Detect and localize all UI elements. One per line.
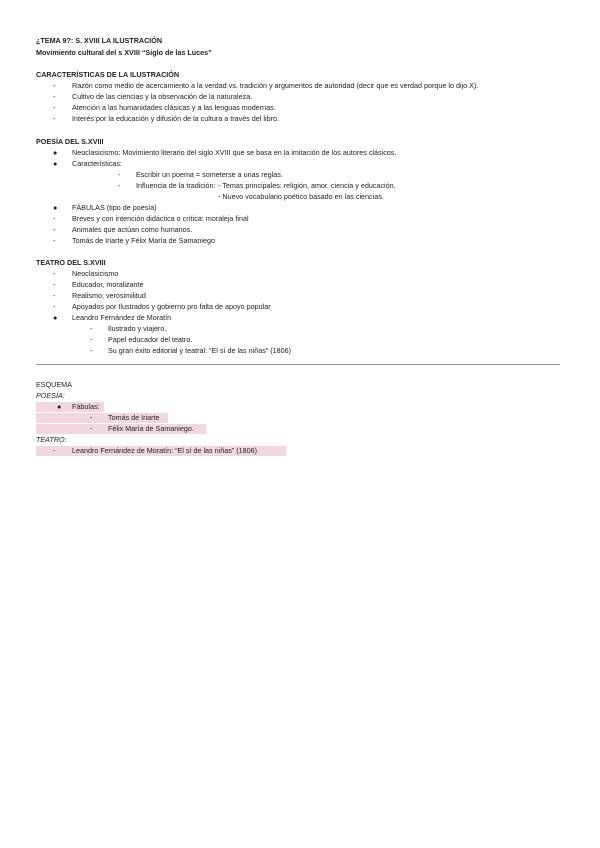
list-item: Atención a las humanidades clásicas y a las lenguas modernas. <box>72 103 276 112</box>
list-item: Papel educador del teatro. <box>108 335 193 344</box>
esquema-teatro-label: TEATRO: <box>36 435 67 444</box>
bullet-dash: - <box>118 170 121 179</box>
bullet-dash: - <box>53 280 56 289</box>
list-item: FÁBULAS (tipo de poesía) <box>72 203 157 212</box>
list-item: - Temas principales: religión, amor, ciencia y educación. <box>218 181 396 190</box>
list-item: Animales que actúan como humanos. <box>72 225 193 234</box>
list-item: Neoclasicismo <box>72 269 119 278</box>
list-item: Interés por la educación y difusión de la cultura a través del libro. <box>72 114 279 123</box>
list-item: Apoyados por Ilustrados y gobierno pro falta de apoyo popular <box>72 302 271 311</box>
list-item: Características: <box>72 159 122 168</box>
bullet-dash: - <box>118 181 121 190</box>
section-heading-esquema: ESQUEMA <box>36 380 72 389</box>
bullet-dash: - <box>53 291 56 300</box>
list-item: Ilustrado y viajero. <box>108 324 167 333</box>
bullet-dash: - <box>53 269 56 278</box>
list-item: Tomás de Iriarte <box>108 413 160 422</box>
bullet-dash: - <box>53 446 56 455</box>
section-heading-poesia: POESÍA DEL S.XVIII <box>36 137 104 146</box>
bullet-dash: - <box>53 81 56 90</box>
bullet-dash: - <box>53 103 56 112</box>
bullet-dash: - <box>90 346 93 355</box>
list-item: Tomás de Iriarte y Félix María de Samaniego <box>72 236 216 245</box>
bullet-dash: - <box>53 92 56 101</box>
doc-subtitle: Movimiento cultural del s XVIII “Siglo de las Luces” <box>36 48 212 57</box>
list-item: Educador, moralizante <box>72 280 144 289</box>
bullet-dash: - <box>90 324 93 333</box>
list-item: Influencia de la tradición: <box>136 181 216 190</box>
list-item: Leandro Fernández de Moratín <box>72 313 172 322</box>
list-item: Su gran éxito editorial y teatral: “El sí de las niñas” (1806) <box>108 346 291 355</box>
esquema-poesia-label: POESÍA: <box>36 391 65 400</box>
list-item: Neoclasicismo: Movimiento literario del siglo XVIII que se basa en la imitación de los autores clásicos. <box>72 148 397 157</box>
bullet-dot: ● <box>57 402 62 411</box>
list-item: Cultivo de las ciencias y la observación de la naturaleza. <box>72 92 253 101</box>
bullet-dot: ● <box>53 313 58 322</box>
bullet-dash: - <box>53 236 56 245</box>
bullet-dash: - <box>53 214 56 223</box>
esquema-fabulas-label: Fábulas: <box>72 402 100 411</box>
bullet-dash: - <box>53 114 56 123</box>
bullet-dash: - <box>90 335 93 344</box>
list-item: Escribir un poema = someterse a unas reglas. <box>136 170 283 179</box>
bullet-dash: - <box>90 424 93 433</box>
bullet-dot: ● <box>53 148 58 157</box>
section-heading-teatro: TEATRO DEL S.XVIII <box>36 258 106 267</box>
list-item: Razón como medio de acercamiento a la verdad vs. tradición y argumentos de autoridad (decir que es verdad porque lo dijo X). <box>72 81 479 90</box>
bullet-dash: - <box>53 225 56 234</box>
bullet-dash: - <box>53 302 56 311</box>
bullet-dot: ● <box>53 159 58 168</box>
bullet-dash: - <box>90 413 93 422</box>
list-item: Leandro Fernández de Moratín: “El sí de las niñas” (1806) <box>72 446 257 455</box>
list-item: Breves y con intención didáctica o crítica: moraleja final <box>72 214 249 223</box>
bullet-dot: ● <box>53 203 58 212</box>
list-item: Realismo, verosimilitud <box>72 291 146 300</box>
list-item: - Nuevo vocabulario poético basado en las ciencias. <box>218 192 384 201</box>
list-item: Félix María de Samaniego. <box>108 424 194 433</box>
section-heading-caracteristicas: CARACTERÍSTICAS DE LA ILUSTRACIÓN <box>36 70 180 79</box>
doc-title: ¿TEMA 9?: S. XVIII LA ILUSTRACIÓN <box>36 36 163 45</box>
horizontal-divider <box>36 364 560 365</box>
